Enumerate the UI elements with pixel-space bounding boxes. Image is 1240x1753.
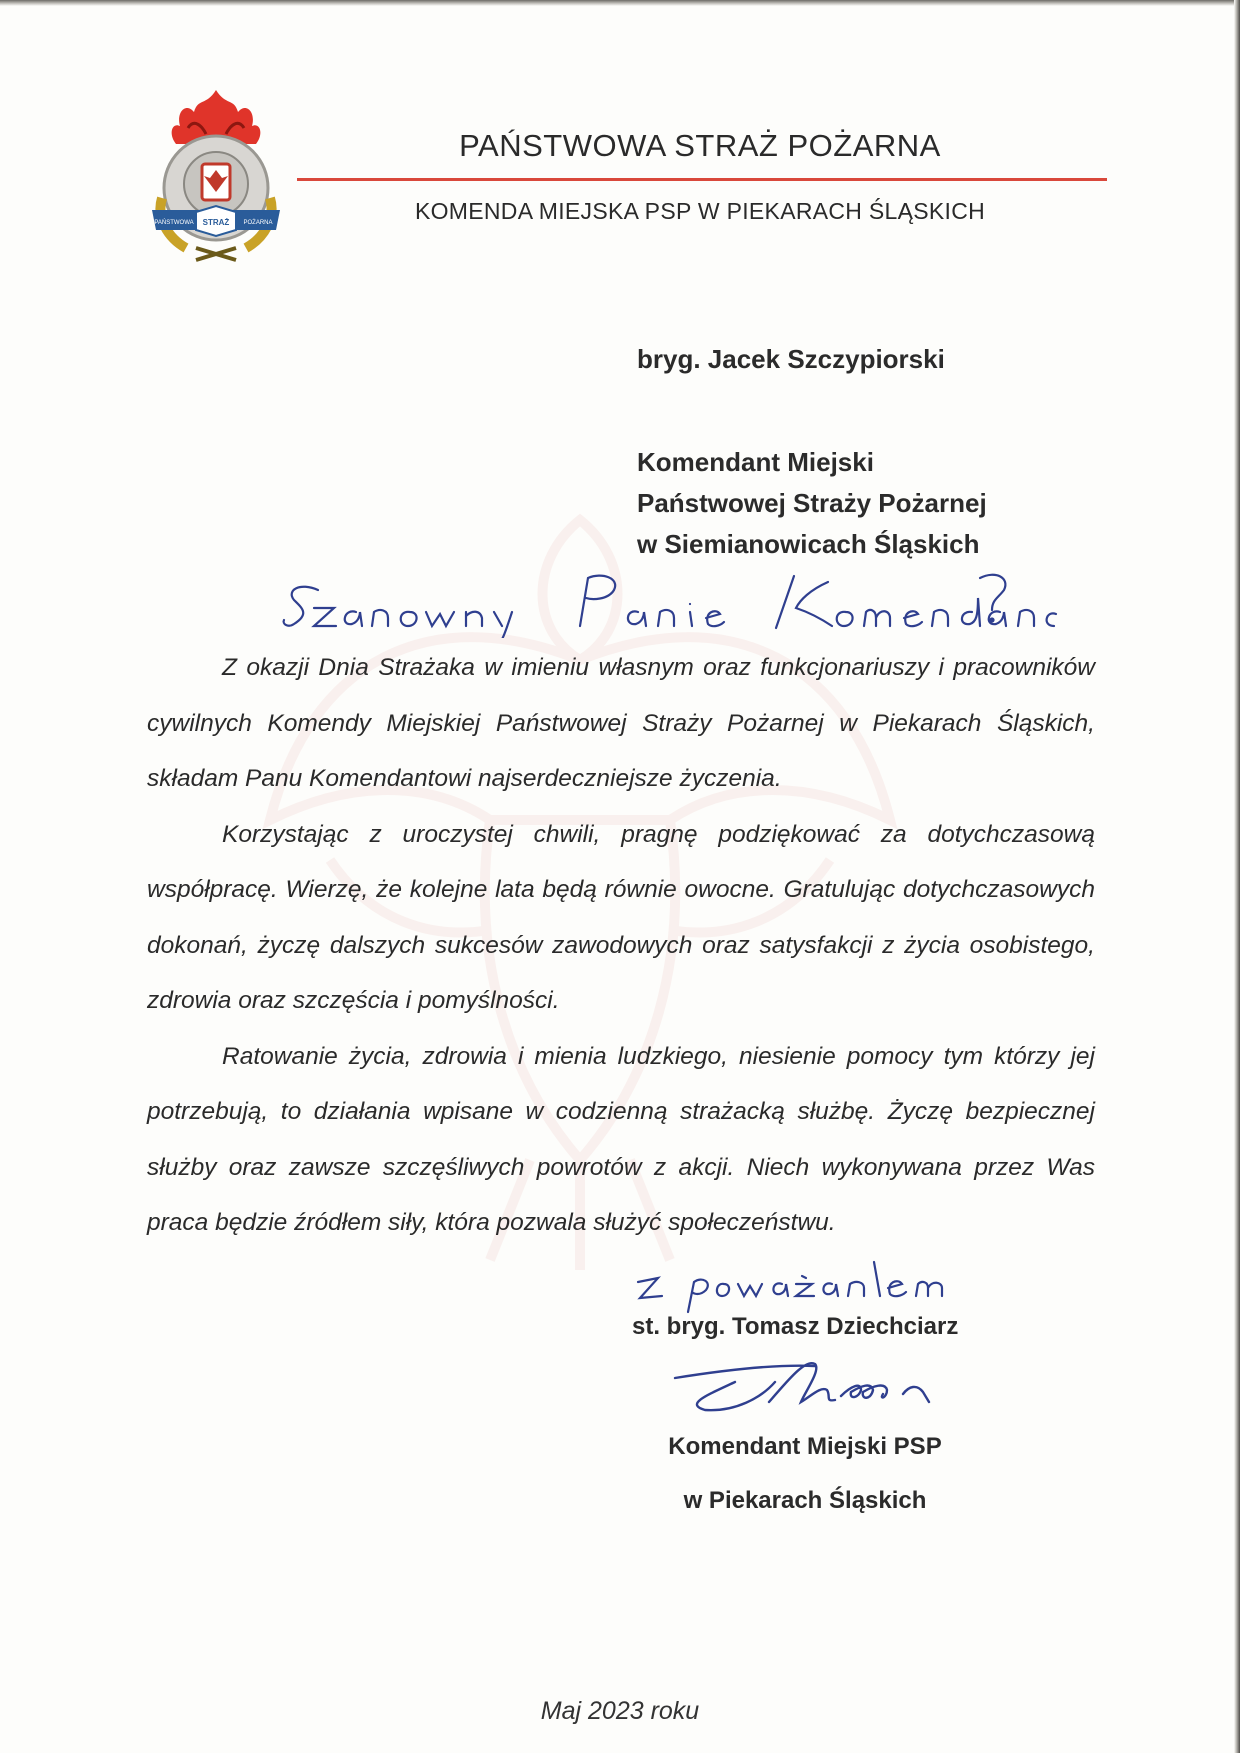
recipient-name: bryg. Jacek Szczypiorski bbox=[637, 344, 945, 374]
recipient-role-lines: Komendant Miejski Państwowej Straży Pożarnej w Siemianowicach Śląskich bbox=[637, 447, 987, 559]
handwritten-salutation bbox=[280, 568, 1060, 638]
scan-edge-top bbox=[0, 0, 1240, 6]
paragraph: Z okazji Dnia Strażaka w imieniu własnym oraz funkcjonariuszy i pracowników cywilnych Komendy Miejskiej Państwowej Straży Pożarnej w Piekarach Śląskich, składam Panu Komendantowi najserdeczniejsze życzenia. bbox=[147, 654, 1095, 792]
letterhead-subtitle: KOMENDA MIEJSKA PSP W PIEKARACH ŚLĄSKICH bbox=[414, 198, 986, 224]
signer-name: st. bryg. Tomasz Dziechciarz bbox=[632, 1313, 959, 1340]
letterhead-title: PAŃSTWOWA STRAŻ POŻARNA bbox=[459, 128, 941, 163]
signature bbox=[665, 1352, 965, 1422]
svg-text:POŻARNA: POŻARNA bbox=[243, 220, 273, 226]
handwritten-closing bbox=[636, 1258, 956, 1314]
letterhead-divider bbox=[297, 178, 1107, 181]
signer-title bbox=[600, 1420, 1010, 1528]
paragraph: Korzystając z uroczystej chwili, pragnę podziękować za dotychczasową współpracę. Wierzę, że kolejne lata będą równie owocne. Gratulując dotychczasowych dokonań, życzę dalszych sukcesów zawodowych oraz satysfakcji z życia osobistego, zdrowia oraz szczęścia i pomyślności. bbox=[147, 820, 1095, 1014]
svg-text:PAŃSTWOWA: PAŃSTWOWA bbox=[154, 220, 194, 226]
scan-edge-right bbox=[1234, 0, 1240, 1753]
letter-date: Maj 2023 roku bbox=[540, 1697, 700, 1725]
signer-title-line: w Piekarach Śląskich bbox=[683, 1487, 927, 1514]
svg-text:STRAŻ: STRAŻ bbox=[202, 218, 230, 227]
psp-logo-icon bbox=[146, 88, 286, 266]
recipient-role bbox=[637, 442, 987, 565]
signer-title-line: Komendant Miejski PSP bbox=[668, 1433, 942, 1460]
paragraph: Ratowanie życia, zdrowia i mienia ludzkiego, niesienie pomocy tym którzy jej potrzebują, to działania wpisane w codzienną strażacką służbę. Życzę bezpiecznej służby oraz zawsze szczęśliwych powrotów z akcji. Niech wykonywana przez Was praca będzie źródłem siły, która pozwala służyć społeczeństwu. bbox=[147, 1042, 1095, 1236]
letter-body bbox=[147, 640, 1095, 1251]
